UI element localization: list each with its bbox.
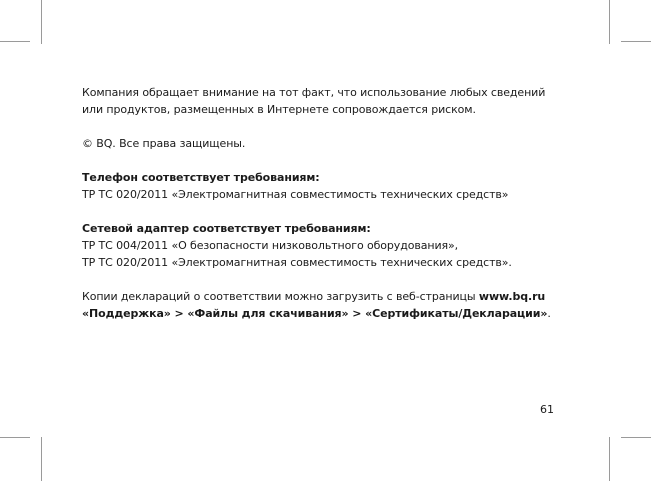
crop-mark-bottom-left-vertical: [41, 437, 42, 481]
crop-mark-bottom-right-vertical: [609, 437, 610, 481]
crop-mark-top-left-horizontal: [0, 41, 30, 42]
declarations-line-1: [82, 288, 562, 305]
spacer: [82, 203, 562, 220]
warning-line-2: или продуктов, размещенных в Интернете сопровождается риском.: [82, 103, 476, 116]
adapter-compliance-heading: Сетевой адаптер соответствует требованиям:: [82, 222, 371, 235]
copyright-text: © BQ. Все права защищены.: [82, 137, 246, 150]
download-path: «Поддержка» > «Файлы для скачивания» > «Сертификаты/Декларации»: [82, 307, 548, 320]
declarations-text: Копии деклараций о соответствии можно загрузить с веб-страницы: [82, 290, 479, 303]
website-link[interactable]: www.bq.ru: [478, 290, 546, 303]
phone-compliance-heading: Телефон соответствует требованиям:: [82, 171, 320, 184]
crop-mark-bottom-right-horizontal: [621, 437, 651, 438]
page-number: 61: [540, 403, 554, 416]
warning-line-1: Компания обращает внимание на тот факт, что использование любых сведений: [82, 86, 546, 99]
adapter-compliance-line-1: ТР ТС 004/2011 «О безопасности низковольтного оборудования»,: [82, 239, 459, 252]
declarations-end: .: [547, 307, 551, 320]
spacer: [82, 152, 562, 169]
spacer: [82, 118, 562, 135]
adapter-compliance-line-2: ТР ТС 020/2011 «Электромагнитная совместимость технических средств».: [82, 256, 512, 269]
phone-compliance-line-1: ТР ТС 020/2011 «Электромагнитная совместимость технических средств»: [82, 188, 509, 201]
page-content: [82, 84, 562, 322]
spacer: [82, 271, 562, 288]
crop-mark-bottom-left-horizontal: [0, 437, 30, 438]
declarations-line-2: [82, 305, 562, 322]
crop-mark-top-right-vertical: [609, 0, 610, 44]
crop-mark-top-right-horizontal: [621, 41, 651, 42]
crop-mark-top-left-vertical: [41, 0, 42, 44]
